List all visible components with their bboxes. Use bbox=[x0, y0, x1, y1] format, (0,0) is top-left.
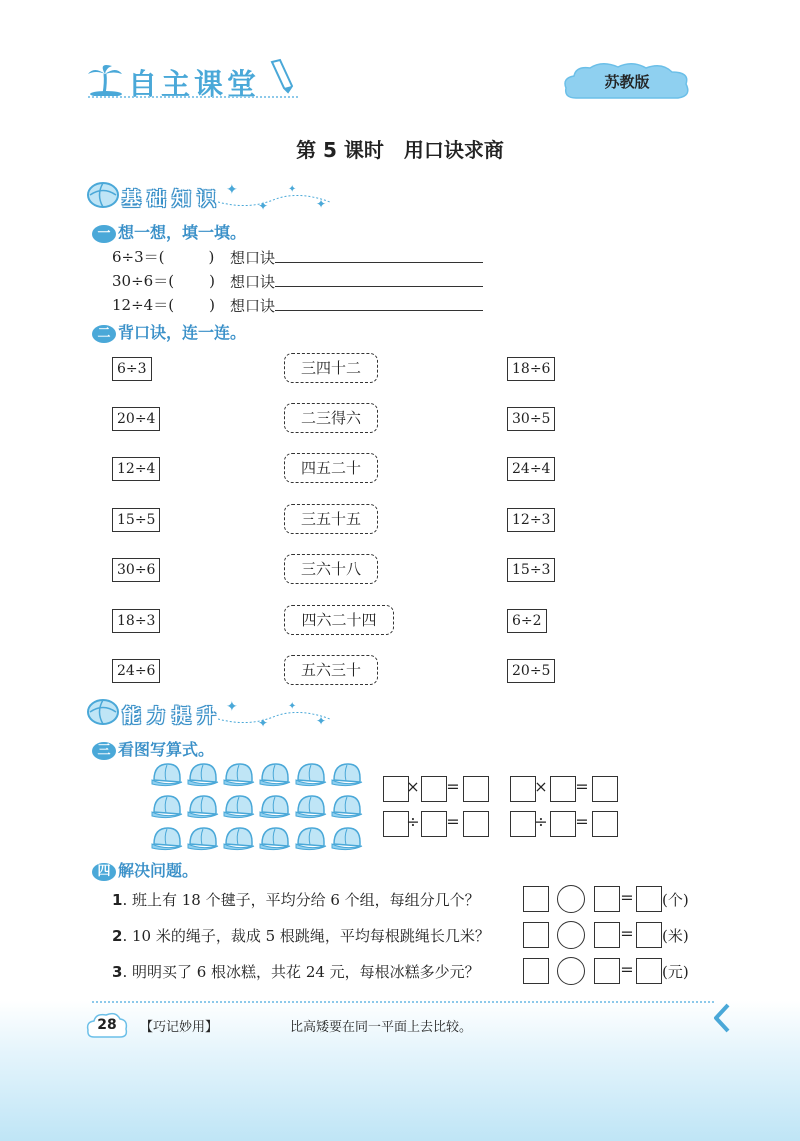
equals-sign: = bbox=[620, 888, 634, 907]
svg-text:✦: ✦ bbox=[258, 199, 269, 213]
q4-operator-circle[interactable] bbox=[557, 957, 585, 985]
match-left-item[interactable]: 15÷5 bbox=[112, 508, 160, 532]
edition-label: 苏教版 bbox=[604, 73, 650, 91]
lesson-title: 第 5 课时 用口诀求商 bbox=[296, 138, 504, 162]
match-mnemonic-item[interactable]: 三五十五 bbox=[284, 504, 378, 534]
cap-icon bbox=[332, 828, 362, 850]
match-right-item[interactable]: 20÷5 bbox=[507, 659, 555, 683]
q4-operator-circle[interactable] bbox=[557, 885, 585, 913]
q4-operand-box[interactable] bbox=[594, 886, 620, 912]
equals-sign: = bbox=[575, 812, 589, 831]
svg-text:✦: ✦ bbox=[226, 699, 238, 715]
divide-sign: ÷ bbox=[534, 812, 548, 831]
q3-answer-box[interactable] bbox=[592, 776, 618, 802]
cap-icon bbox=[332, 796, 362, 818]
equals-sign: = bbox=[446, 812, 460, 831]
equals-sign: = bbox=[620, 924, 634, 943]
q1-expression: 6÷3＝( bbox=[112, 248, 165, 266]
q3-answer-box[interactable] bbox=[463, 811, 489, 837]
match-left-item[interactable]: 20÷4 bbox=[112, 407, 160, 431]
multiply-sign: × bbox=[534, 777, 548, 796]
match-left-item[interactable]: 6÷3 bbox=[112, 357, 152, 381]
q1-expression: 30÷6＝( bbox=[112, 272, 175, 290]
pencil-icon bbox=[266, 58, 296, 94]
tip-text: 比高矮要在同一平面上去比较。 bbox=[290, 1020, 473, 1035]
sparkle-trail-icon bbox=[218, 180, 338, 214]
q1-close-paren: ) bbox=[209, 296, 215, 314]
q1-row bbox=[112, 294, 215, 315]
match-right-item[interactable]: 18÷6 bbox=[507, 357, 555, 381]
cap-icon bbox=[152, 764, 182, 786]
caps-illustration bbox=[148, 758, 368, 854]
svg-text:✦: ✦ bbox=[288, 184, 297, 195]
q3-heading bbox=[92, 737, 214, 760]
q1-mnemonic-line[interactable] bbox=[275, 270, 483, 287]
match-mnemonic-item[interactable]: 四六二十四 bbox=[284, 605, 394, 635]
q4-result-box[interactable] bbox=[636, 922, 662, 948]
problem-question: . 10 米的绳子，裁成 5 根跳绳，平均每根跳绳长几米？ bbox=[122, 927, 490, 945]
match-right-item[interactable]: 6÷2 bbox=[507, 609, 547, 633]
multiply-sign: × bbox=[406, 777, 420, 796]
unit-label: (米) bbox=[662, 927, 689, 945]
q3-answer-box[interactable] bbox=[463, 776, 489, 802]
divide-sign: ÷ bbox=[406, 812, 420, 831]
q1-close-paren: ) bbox=[209, 272, 215, 290]
q1-expression: 12÷4＝( bbox=[112, 296, 175, 314]
match-left-item[interactable]: 24÷6 bbox=[112, 659, 160, 683]
q1-hint-label: 想口诀 bbox=[230, 273, 276, 291]
cap-icon bbox=[260, 828, 290, 850]
q3-answer-box[interactable] bbox=[592, 811, 618, 837]
q4-operand-box[interactable] bbox=[523, 886, 549, 912]
problem-number: 1 bbox=[112, 891, 123, 909]
problem-text bbox=[112, 961, 480, 982]
q1-heading-text: 想一想，填一填。 bbox=[118, 223, 247, 242]
match-right-item[interactable]: 12÷3 bbox=[507, 508, 555, 532]
cap-icon bbox=[260, 764, 290, 786]
q2-badge: 二 bbox=[92, 325, 116, 343]
problem-text bbox=[112, 889, 480, 910]
match-mnemonic-item[interactable]: 四五二十 bbox=[284, 453, 378, 483]
q1-mnemonic-line[interactable] bbox=[275, 294, 483, 311]
match-left-item[interactable]: 30÷6 bbox=[112, 558, 160, 582]
section-banner-basic: 基础知识 bbox=[122, 188, 223, 210]
equals-sign: = bbox=[575, 777, 589, 796]
section-banner-advanced: 能力提升 bbox=[122, 705, 223, 727]
palm-tree-icon bbox=[86, 62, 126, 96]
match-right-item[interactable]: 24÷4 bbox=[507, 457, 555, 481]
q4-result-box[interactable] bbox=[636, 886, 662, 912]
svg-text:✦: ✦ bbox=[226, 182, 238, 198]
q4-operator-circle[interactable] bbox=[557, 921, 585, 949]
cap-icon bbox=[296, 796, 326, 818]
q4-heading bbox=[92, 858, 198, 881]
q3-answer-box[interactable] bbox=[421, 776, 447, 802]
q1-hint bbox=[230, 294, 483, 316]
page-number: 28 bbox=[97, 1017, 117, 1033]
q4-operand-box[interactable] bbox=[523, 958, 549, 984]
q3-heading-text: 看图写算式。 bbox=[118, 740, 215, 759]
tip-label: 【巧记妙用】 bbox=[140, 1020, 219, 1035]
q3-badge: 三 bbox=[92, 742, 116, 760]
q1-hint-label: 想口诀 bbox=[230, 249, 276, 267]
footer-divider bbox=[92, 1001, 714, 1003]
q3-answer-box[interactable] bbox=[421, 811, 447, 837]
equals-sign: = bbox=[446, 777, 460, 796]
svg-text:✦: ✦ bbox=[316, 714, 327, 728]
cap-icon bbox=[224, 764, 254, 786]
q4-result-box[interactable] bbox=[636, 958, 662, 984]
svg-text:✦: ✦ bbox=[316, 197, 327, 211]
problem-question: . 班上有 18 个毽子，平均分给 6 个组，每组分几个？ bbox=[122, 891, 480, 909]
cap-icon bbox=[296, 828, 326, 850]
q2-heading bbox=[92, 320, 246, 343]
q4-operand-box[interactable] bbox=[523, 922, 549, 948]
q1-hint-label: 想口诀 bbox=[230, 297, 276, 315]
q2-heading-text: 背口诀，连一连。 bbox=[118, 323, 247, 342]
globe-icon bbox=[86, 180, 120, 210]
match-mnemonic-item[interactable]: 三六十八 bbox=[284, 554, 378, 584]
cap-icon bbox=[296, 764, 326, 786]
q1-badge: 一 bbox=[92, 225, 116, 243]
cap-icon bbox=[152, 828, 182, 850]
q3-answer-box[interactable] bbox=[550, 811, 576, 837]
cap-icon bbox=[332, 764, 362, 786]
cap-icon bbox=[188, 828, 218, 850]
match-right-item[interactable]: 15÷3 bbox=[507, 558, 555, 582]
problem-number: 3 bbox=[112, 963, 123, 981]
match-mnemonic-item[interactable]: 三四十二 bbox=[284, 353, 378, 383]
q4-badge: 四 bbox=[92, 863, 116, 881]
cap-icon bbox=[260, 796, 290, 818]
cap-icon bbox=[224, 828, 254, 850]
match-right-item[interactable]: 30÷5 bbox=[507, 407, 555, 431]
chevron-left-icon bbox=[712, 1003, 732, 1033]
problem-text bbox=[112, 925, 490, 946]
header-title: 自主课堂 bbox=[128, 67, 261, 101]
q1-hint bbox=[230, 270, 483, 292]
q1-hint bbox=[230, 246, 483, 268]
sparkle-trail-icon bbox=[218, 697, 338, 731]
svg-text:✦: ✦ bbox=[288, 701, 297, 712]
unit-label: (元) bbox=[662, 963, 689, 981]
q1-row bbox=[112, 270, 215, 291]
unit-label: (个) bbox=[662, 891, 689, 909]
q4-heading-text: 解决问题。 bbox=[118, 861, 199, 880]
cap-icon bbox=[152, 796, 182, 818]
match-left-item[interactable]: 12÷4 bbox=[112, 457, 160, 481]
q1-close-paren: ) bbox=[208, 248, 215, 266]
match-mnemonic-item[interactable]: 五六三十 bbox=[284, 655, 378, 685]
match-mnemonic-item[interactable]: 二三得六 bbox=[284, 403, 378, 433]
q4-operand-box[interactable] bbox=[594, 958, 620, 984]
svg-text:✦: ✦ bbox=[258, 716, 269, 730]
q1-row bbox=[112, 246, 214, 267]
problem-question: . 明明买了 6 根冰糕，共花 24 元，每根冰糕多少元？ bbox=[122, 963, 480, 981]
q1-mnemonic-line[interactable] bbox=[275, 246, 483, 263]
cap-icon bbox=[188, 764, 218, 786]
equals-sign: = bbox=[620, 960, 634, 979]
q1-heading bbox=[92, 220, 246, 243]
globe-icon bbox=[86, 697, 120, 727]
q4-operand-box[interactable] bbox=[594, 922, 620, 948]
cap-icon bbox=[224, 796, 254, 818]
q3-answer-box[interactable] bbox=[550, 776, 576, 802]
match-left-item[interactable]: 18÷3 bbox=[112, 609, 160, 633]
problem-number: 2 bbox=[112, 927, 123, 945]
header-divider bbox=[88, 96, 298, 98]
cap-icon bbox=[188, 796, 218, 818]
